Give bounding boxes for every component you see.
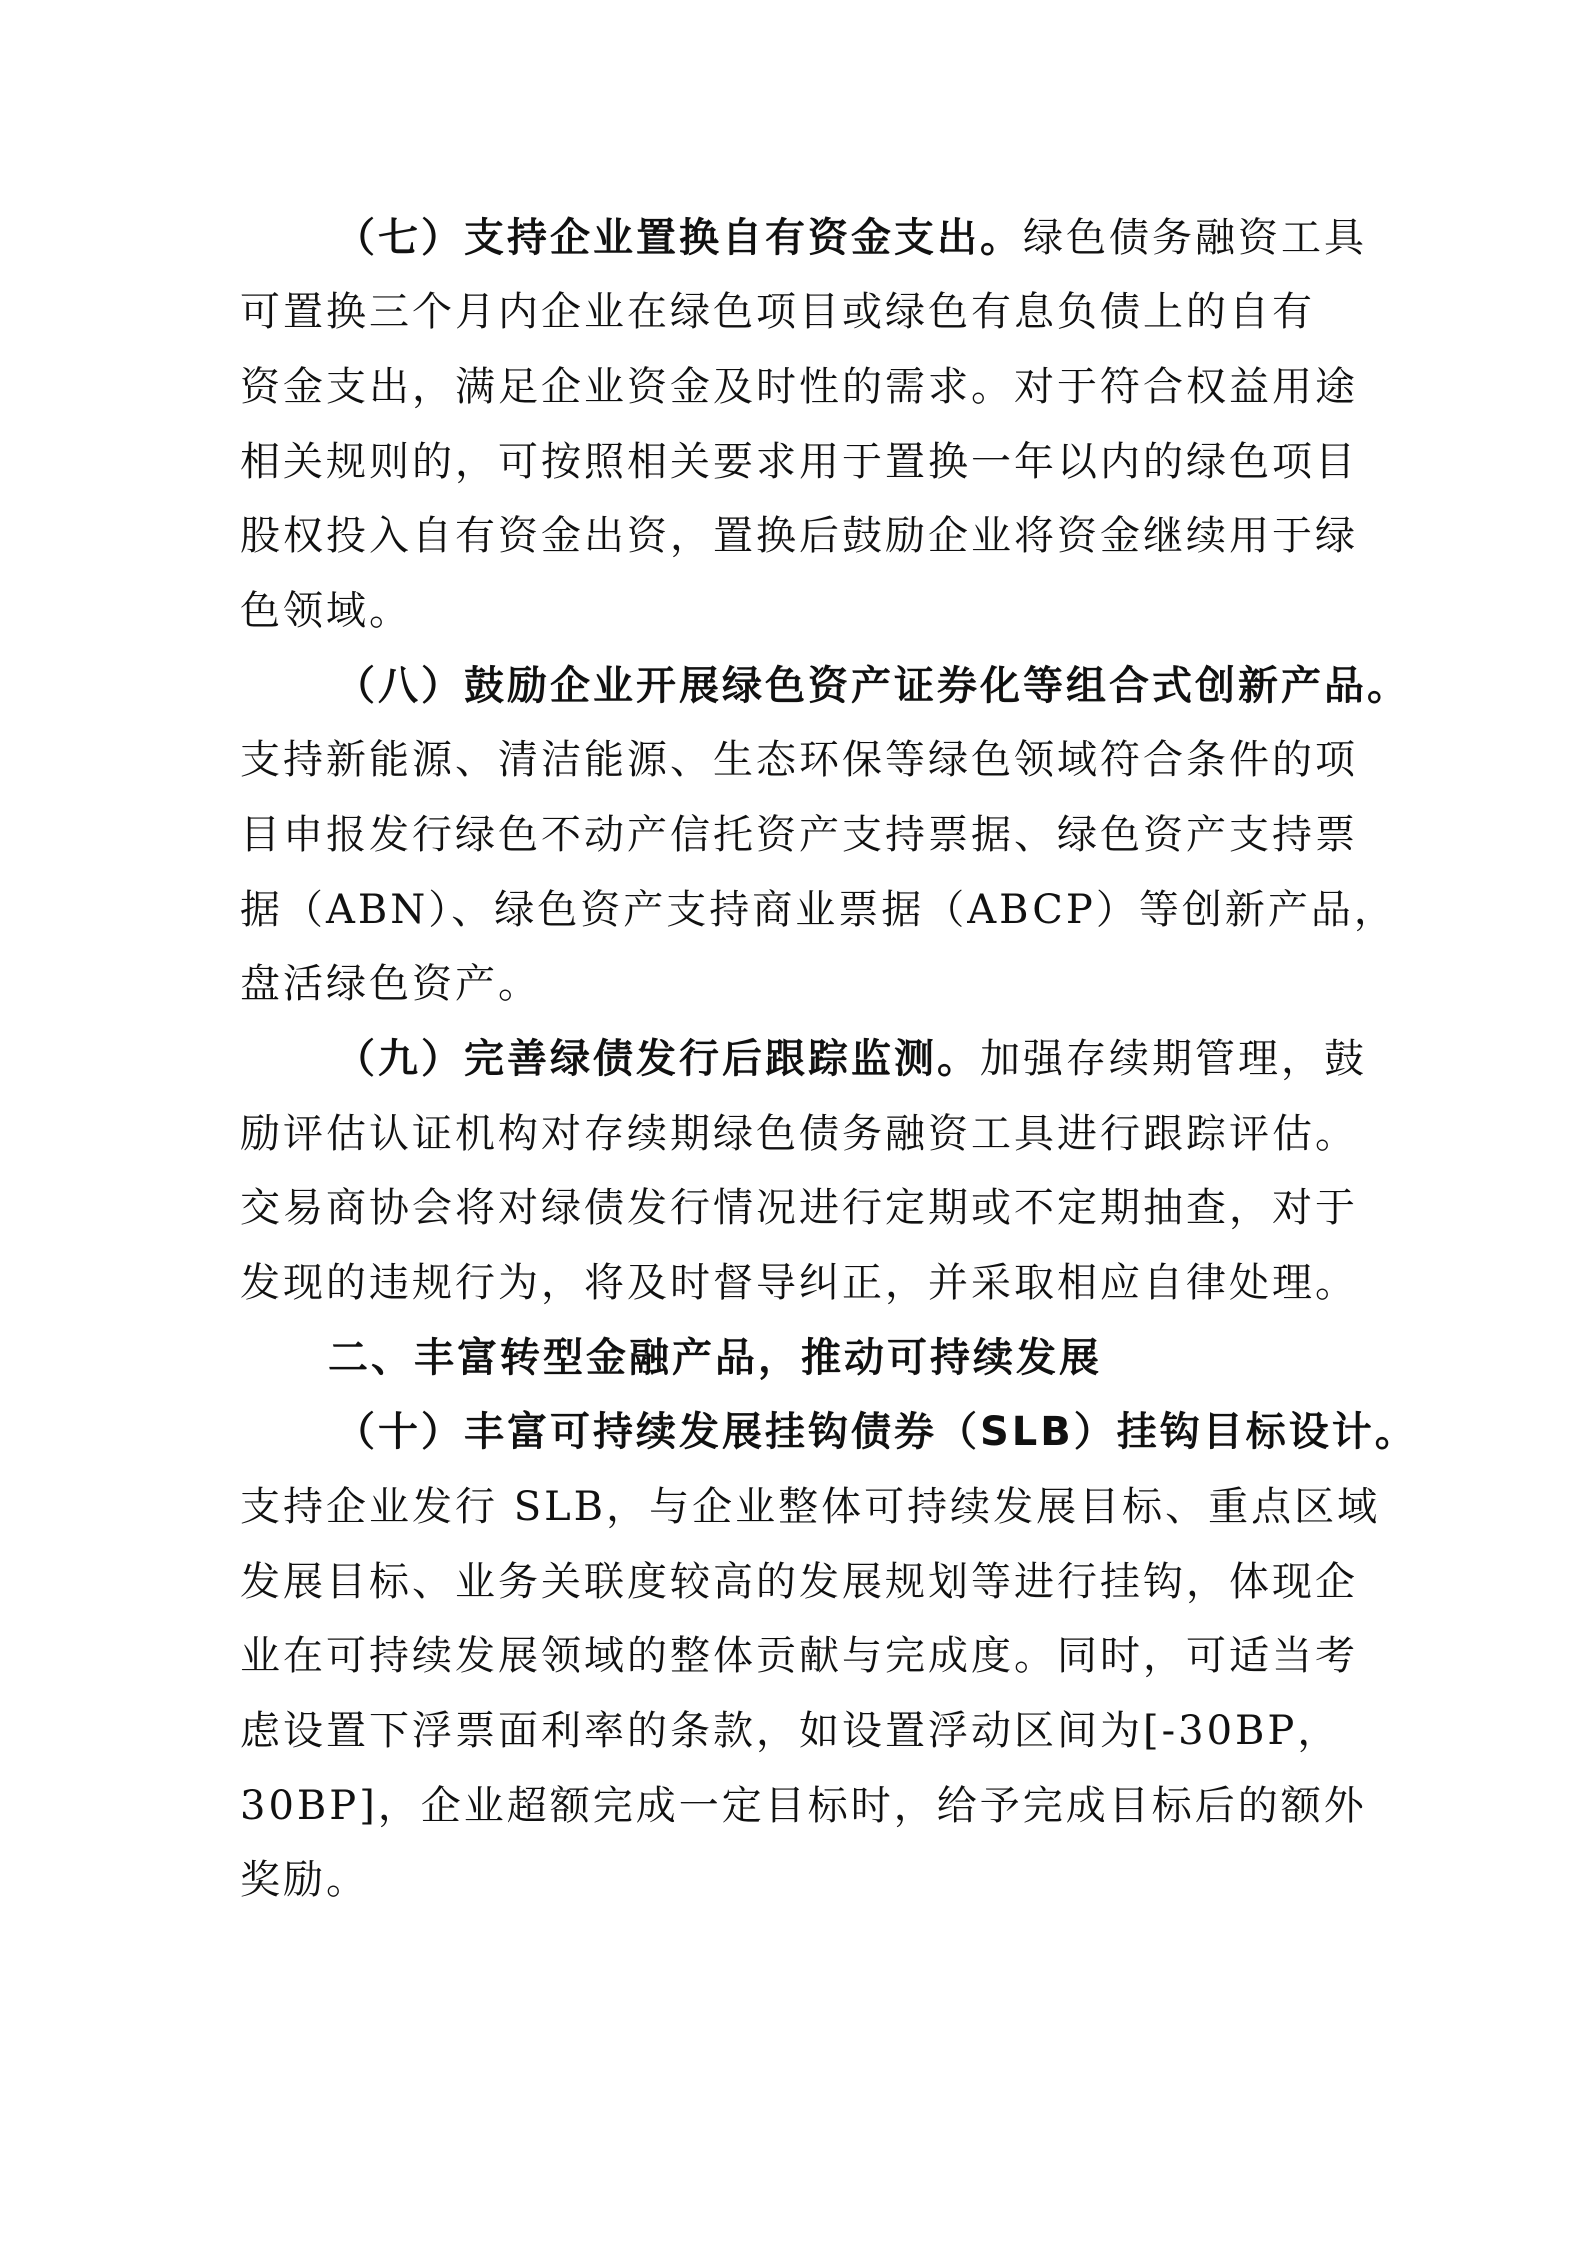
- paragraph-8-line-3: 目申报发行绿色不动产信托资产支持票据、绿色资产支持票: [240, 812, 1358, 858]
- line-text: 绿色债务融资工具: [1023, 215, 1367, 261]
- paragraph-7-line-5: 股权投入自有资金出资，置换后鼓励企业将资金继续用于绿: [240, 513, 1358, 559]
- paragraph-7-line-1: [335, 208, 1365, 268]
- paragraph-10-line-5: 虑设置下浮票面利率的条款，如设置浮动区间为[-30BP，: [240, 1708, 1341, 1754]
- heading-7: （七）支持企业置换自有资金支出。: [335, 215, 1023, 261]
- paragraph-10-line-6: 30BP]，企业超额完成一定目标时，给予完成目标后的额外: [240, 1783, 1367, 1829]
- paragraph-10-line-7: 奖励。: [240, 1857, 369, 1903]
- paragraph-8-line-4: 据（ABN）、绿色资产支持商业票据（ABCP）等创新产品，: [240, 887, 1397, 933]
- paragraph-10-line-3: 发展目标、业务关联度较高的发展规划等进行挂钩，体现企: [240, 1559, 1358, 1605]
- paragraph-9-line-2: 励评估认证机构对存续期绿色债务融资工具进行跟踪评估。: [240, 1111, 1358, 1157]
- line-text: 加强存续期管理，鼓: [980, 1036, 1367, 1082]
- paragraph-10-line-4: 业在可持续发展领域的整体贡献与完成度。同时，可适当考: [240, 1633, 1358, 1679]
- section-2-heading: [328, 1328, 1358, 1388]
- section-heading: 二、丰富转型金融产品，推动可持续发展: [328, 1335, 1102, 1381]
- heading-9: （九）完善绿债发行后跟踪监测。: [335, 1036, 980, 1082]
- paragraph-9-line-3: 交易商协会将对绿债发行情况进行定期或不定期抽查，对于: [240, 1185, 1358, 1231]
- paragraph-7-line-6: 色领域。: [240, 588, 412, 634]
- paragraph-8-line-5: 盘活绿色资产。: [240, 961, 541, 1007]
- heading-8: （八）鼓励企业开展绿色资产证券化等组合式创新产品。: [335, 663, 1410, 709]
- heading-10: （十）丰富可持续发展挂钩债券（SLB）挂钩目标设计。: [335, 1409, 1418, 1455]
- paragraph-7-line-3: 资金支出，满足企业资金及时性的需求。对于符合权益用途: [240, 364, 1358, 410]
- paragraph-8-line-1: [335, 656, 1410, 716]
- paragraph-7-line-2: 可置换三个月内企业在绿色项目或绿色有息负债上的自有: [240, 289, 1315, 335]
- paragraph-9-line-1: [335, 1029, 1365, 1089]
- paragraph-10-line-2: 支持企业发行 SLB，与企业整体可持续发展目标、重点区域: [240, 1484, 1381, 1530]
- paragraph-7-line-4: 相关规则的，可按照相关要求用于置换一年以内的绿色项目: [240, 439, 1358, 485]
- paragraph-8-line-2: 支持新能源、清洁能源、生态环保等绿色领域符合条件的项: [240, 737, 1358, 783]
- paragraph-10-line-1: [335, 1402, 1418, 1462]
- paragraph-9-line-4: 发现的违规行为，将及时督导纠正，并采取相应自律处理。: [240, 1260, 1358, 1306]
